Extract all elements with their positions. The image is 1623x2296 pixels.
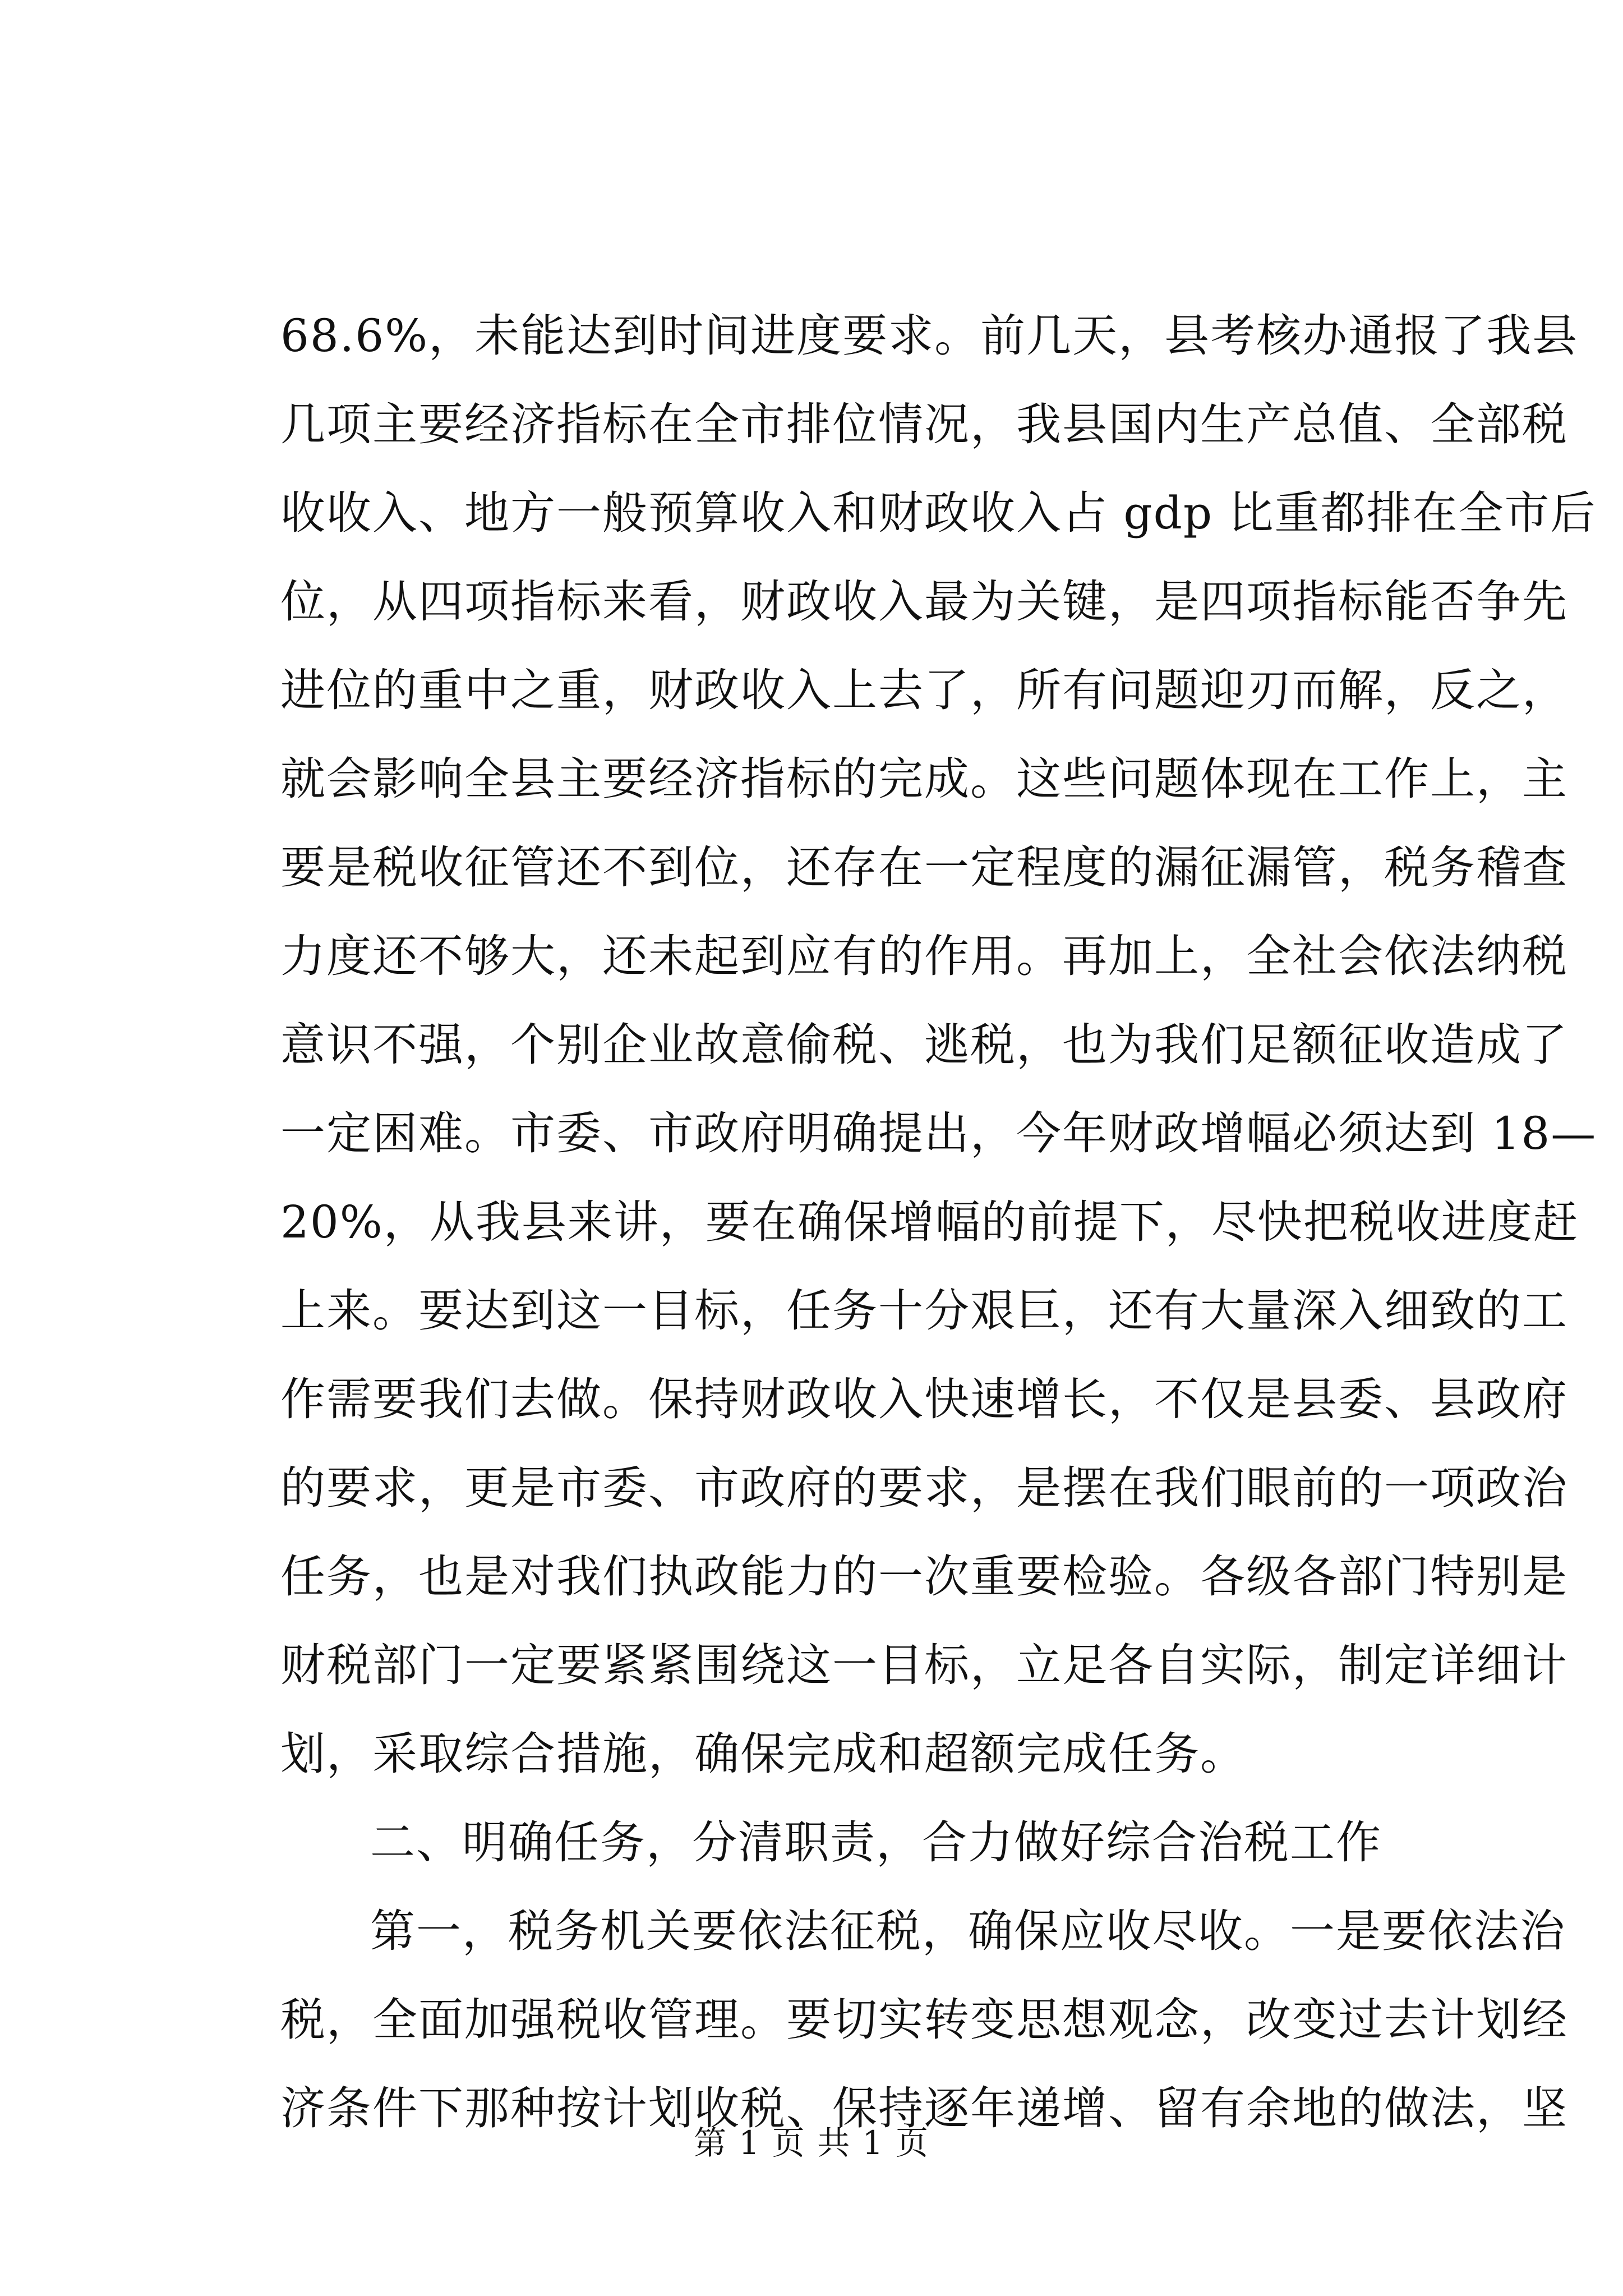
text-line: 位，从四项指标来看，财政收入最为关键，是四项指标能否争先 [280, 576, 1568, 628]
text-line: 就会影响全县主要经济指标的完成。这些问题体现在工作上，主 [280, 753, 1568, 805]
text-line: 财税部门一定要紧紧围绕这一目标，立足各自实际，制定详细计 [280, 1639, 1568, 1691]
text-line: 几项主要经济指标在全市排位情况，我县国内生产总值、全部税 [280, 398, 1568, 450]
text-line: 20%，从我县来讲，要在确保增幅的前提下，尽快把税收进度赶 [280, 1196, 1579, 1248]
text-line: 力度还不够大，还未起到应有的作用。再加上，全社会依法纳税 [280, 930, 1568, 982]
text-line: 收收入、地方一般预算收入和财政收入占 gdp 比重都排在全市后 [280, 487, 1597, 539]
text-line: 划，采取综合措施，确保完成和超额完成任务。 [280, 1728, 1246, 1780]
text-line: 任务，也是对我们执政能力的一次重要检验。各级各部门特别是 [280, 1550, 1568, 1603]
text-line: 进位的重中之重，财政收入上去了，所有问题迎刃而解，反之， [280, 664, 1568, 716]
section-heading [280, 1798, 1436, 1887]
text-line: 意识不强，个别企业故意偷税、逃税，也为我们足额征收造成了 [280, 1019, 1568, 1071]
text-line: 68.6%，未能达到时间进度要求。前几天，县考核办通报了我县 [280, 310, 1579, 362]
text-line: 第一，税务机关要依法征税，确保应收尽收。一是要依法治 [370, 1905, 1566, 1957]
paragraph-first [280, 1887, 1568, 2153]
text-line: 一定困难。市委、市政府明确提出，今年财政增幅必须达到 18— [280, 1107, 1597, 1159]
heading-line: 二、明确任务，分清职责，合力做好综合治税工作 [370, 1816, 1382, 1869]
page-footer: 第 1 页 共 1 页 [694, 2124, 929, 2162]
text-line: 要是税收征管还不到位，还存在一定程度的漏征漏管，税务稽查 [280, 841, 1568, 894]
text-line: 上来。要达到这一目标，任务十分艰巨，还有大量深入细致的工 [280, 1285, 1568, 1337]
text-line: 税，全面加强税收管理。要切实转变思想观念，改变过去计划经 [280, 1994, 1568, 2046]
text-line: 作需要我们去做。保持财政收入快速增长，不仅是县委、县政府 [280, 1373, 1568, 1425]
text-line: 的要求，更是市委、市政府的要求，是摆在我们眼前的一项政治 [280, 1462, 1568, 1514]
paragraph-continuation [280, 292, 1597, 1798]
body-text [280, 292, 1597, 2153]
text-line: 济条件下那种按计划收税、保持逐年递增、留有余地的做法，坚 [280, 2082, 1568, 2134]
